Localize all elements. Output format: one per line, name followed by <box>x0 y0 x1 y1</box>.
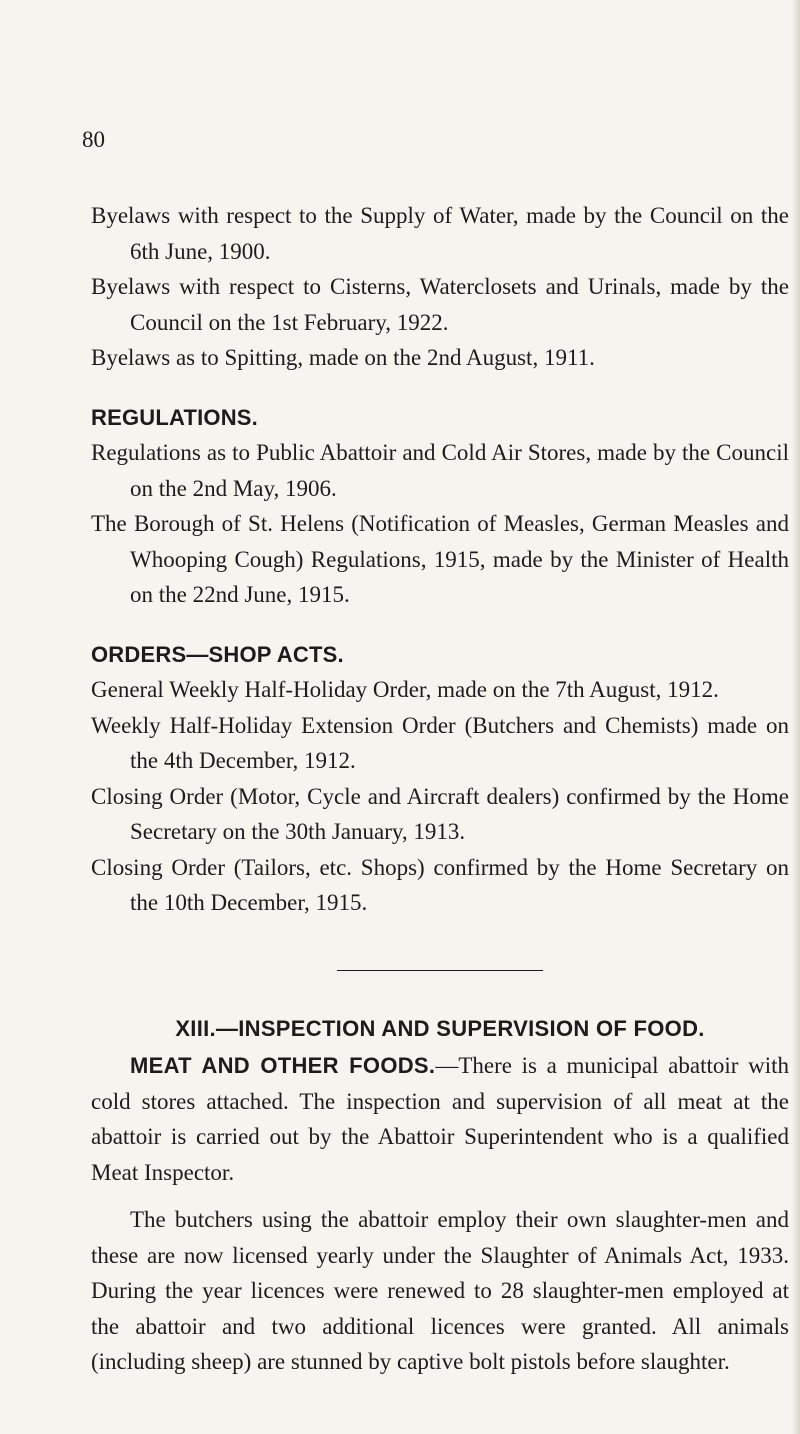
regulations-heading: REGULATIONS. <box>91 404 258 430</box>
paragraph-slaughtermen: The butchers using the abattoir employ their own slaughter-men and these are now licensed yearly under the Slaughter of Animals Act, 1933. During the year licences were renewed to 28 slaughter-men employed at the abattoir and two additional licences were granted. All animals (including sheep) are stunned by captive bolt pistols before slaughter. <box>91 1207 789 1374</box>
paragraph-runin-heading: MEAT AND OTHER FOODS. <box>130 1053 436 1078</box>
page-content <box>91 198 789 1380</box>
byelaw-entry: Byelaws with respect to the Supply of Water, made by the Council on the 6th June, 1900. <box>91 203 789 264</box>
section-title: XIII.—INSPECTION AND SUPERVISION OF FOOD. <box>175 1015 705 1041</box>
section-divider <box>337 970 543 971</box>
order-entry: General Weekly Half-Holiday Order, made on the 7th August, 1912. <box>91 677 719 702</box>
order-entry: Closing Order (Tailors, etc. Shops) confirmed by the Home Secretary on the 10th December, 1915. <box>91 854 789 915</box>
regulations-section <box>91 400 789 613</box>
paragraph-meat-foods <box>91 1048 789 1190</box>
page-number: 80 <box>82 127 105 152</box>
order-entry: Closing Order (Motor, Cycle and Aircraft dealers) confirmed by the Home Secretary on the 30th January, 1913. <box>91 783 789 844</box>
spacer <box>91 613 789 637</box>
order-entry: Weekly Half-Holiday Extension Order (Butchers and Chemists) made on the 4th December, 1912. <box>91 712 789 773</box>
byelaw-entry: Byelaws as to Spitting, made on the 2nd August, 1911. <box>91 345 595 370</box>
regulation-entry: The Borough of St. Helens (Notification of Measles, German Measles and Whooping Cough) Regulations, 1915, made by the Minister of Health on the 22nd June, 1915. <box>91 511 789 607</box>
page-edge-shadow <box>792 0 800 1434</box>
orders-heading: ORDERS—SHOP ACTS. <box>91 641 344 667</box>
byelaws-list <box>91 198 789 376</box>
paragraph-text: —There is a municipal abattoir with cold stores attached. The inspection and supervision of all meat at the abattoir is carried out by the Abattoir Superintendent who is a qualified Meat Inspector. <box>91 1053 789 1185</box>
regulation-entry: Regulations as to Public Abattoir and Cold Air Stores, made by the Council on the 2nd May, 1906. <box>91 440 789 501</box>
byelaw-entry: Byelaws with respect to Cisterns, Waterclosets and Urinals, made by the Council on the 1st February, 1922. <box>91 274 789 335</box>
orders-section <box>91 637 789 921</box>
spacer <box>91 376 789 400</box>
